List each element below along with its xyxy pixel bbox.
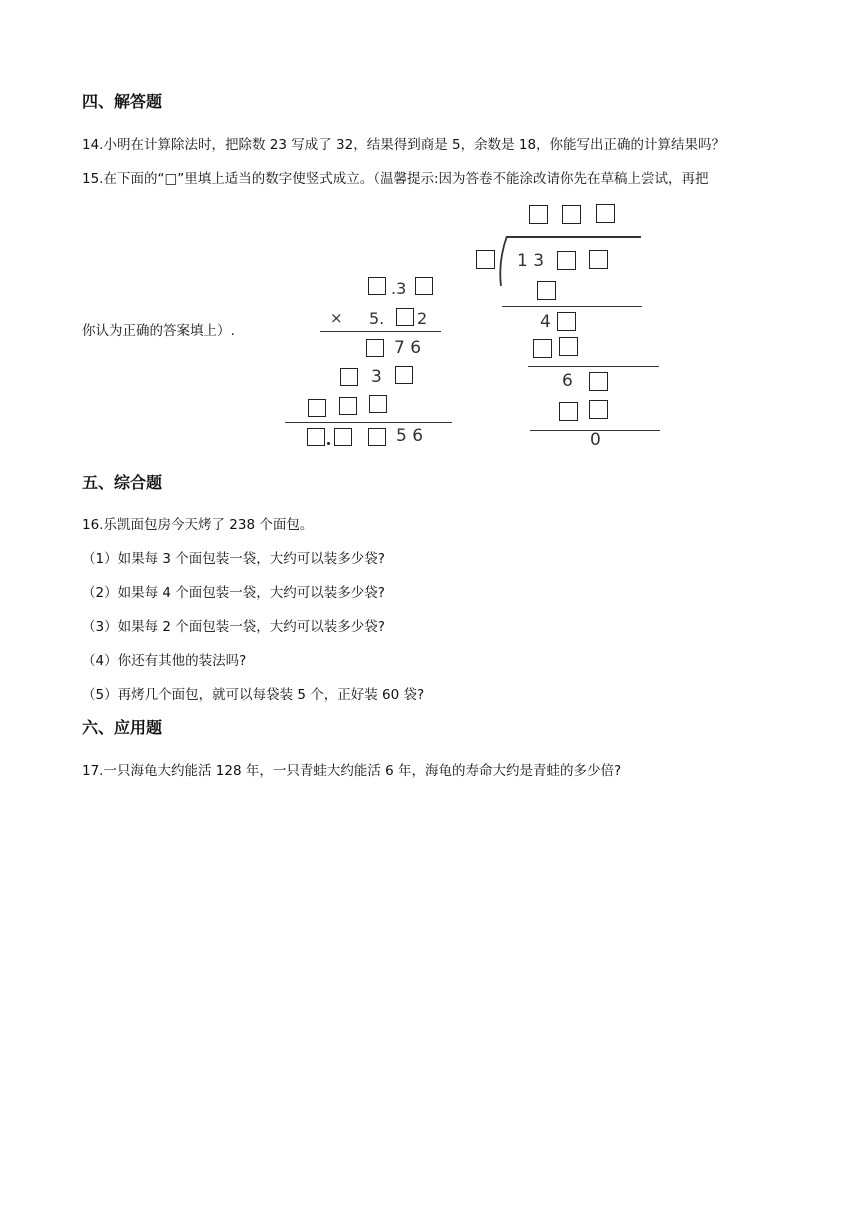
rule-line [320, 331, 441, 332]
blank-box[interactable] [368, 277, 386, 295]
blank-box[interactable] [334, 428, 352, 446]
digit-text: 4 [540, 312, 551, 332]
blank-box[interactable] [476, 250, 495, 269]
blank-box[interactable] [559, 402, 578, 421]
question-16-part-5: （5）再烤几个面包，就可以每袋装 5 个，正好装 60 袋? [82, 687, 425, 703]
blank-box[interactable] [339, 397, 357, 415]
blank-box[interactable] [589, 400, 608, 419]
question-16-part-4: （4）你还有其他的装法吗? [82, 653, 247, 669]
digit-text: 3 [371, 367, 382, 387]
blank-box[interactable] [366, 339, 384, 357]
blank-box[interactable] [562, 205, 581, 224]
digit-text: 1 3 [517, 251, 545, 271]
question-16: 16.乐凯面包房今天烤了 238 个面包。 [82, 517, 314, 533]
digit-text: 0 [590, 430, 601, 450]
section-title-5: 五、综合题 [82, 473, 163, 492]
blank-box[interactable] [533, 339, 552, 358]
times-sign: × [330, 309, 343, 327]
blank-box[interactable] [557, 312, 576, 331]
question-17: 17.一只海龟大约能活 128 年，一只青蛙大约能活 6 年，海龟的寿命大约是青蛙的多少倍? [82, 763, 622, 779]
question-15-line-2: 你认为正确的答案填上）. [82, 323, 235, 339]
blank-box[interactable] [559, 337, 578, 356]
rule-line [528, 366, 659, 367]
blank-box[interactable] [557, 251, 576, 270]
blank-box[interactable] [596, 204, 615, 223]
digit-text: .3 [391, 279, 407, 298]
digit-text: 7 6 [394, 338, 422, 358]
division-bar [507, 236, 641, 238]
digit-text: 5. [369, 309, 385, 328]
question-16-part-1: （1）如果每 3 个面包装一袋，大约可以装多少袋? [82, 551, 385, 567]
section-title-4: 四、解答题 [82, 92, 163, 111]
decimal-point [327, 442, 330, 445]
blank-box[interactable] [368, 428, 386, 446]
blank-box[interactable] [537, 281, 556, 300]
blank-box[interactable] [589, 372, 608, 391]
blank-box[interactable] [415, 277, 433, 295]
division-bracket [497, 236, 517, 286]
rule-line [502, 306, 642, 307]
question-16-part-3: （3）如果每 2 个面包装一袋，大约可以装多少袋? [82, 619, 385, 635]
blank-box[interactable] [308, 399, 326, 417]
question-16-part-2: （2）如果每 4 个面包装一袋，大约可以装多少袋? [82, 585, 385, 601]
digit-text: 6 [562, 371, 573, 391]
rule-line [285, 422, 452, 423]
digit-text: 2 [417, 309, 428, 328]
blank-box[interactable] [395, 366, 413, 384]
question-15-line-1: 15.在下面的“□”里填上适当的数字使竖式成立。（温馨提示:因为答卷不能涂改请你先在草稿上尝试，再把 [82, 171, 709, 187]
question-14: 14.小明在计算除法时，把除数 23 写成了 32，结果得到商是 5，余数是 18，你能写出正确的计算结果吗？ [82, 137, 726, 153]
digit-text: 5 6 [396, 426, 424, 446]
blank-box[interactable] [589, 250, 608, 269]
blank-box[interactable] [307, 428, 325, 446]
blank-box[interactable] [369, 395, 387, 413]
section-title-6: 六、应用题 [82, 718, 163, 737]
blank-box[interactable] [529, 205, 548, 224]
blank-box[interactable] [396, 308, 414, 326]
blank-box[interactable] [340, 368, 358, 386]
